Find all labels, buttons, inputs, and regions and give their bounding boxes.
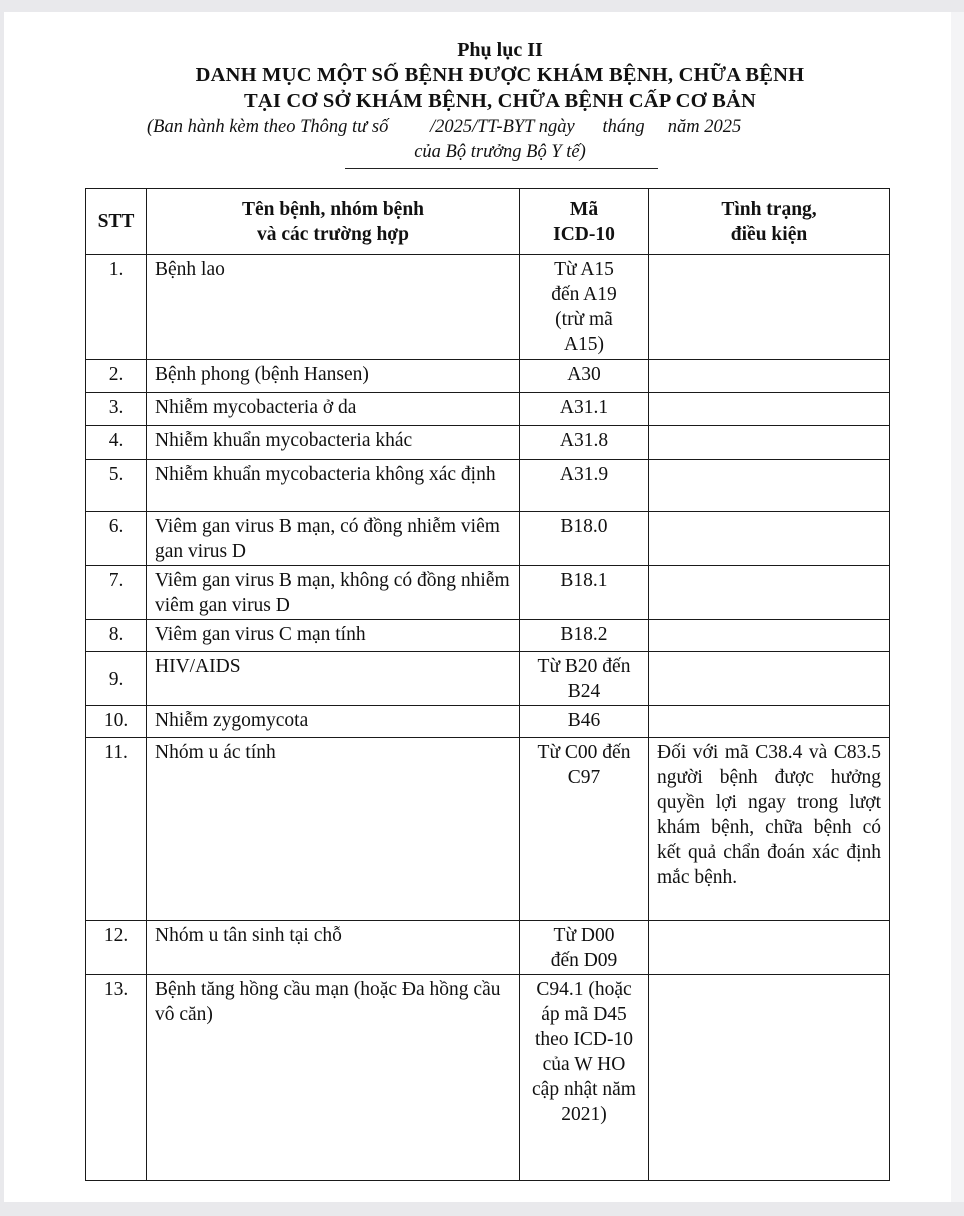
row-icd-code: B18.2 bbox=[520, 620, 649, 652]
row-condition bbox=[649, 975, 890, 1181]
row-disease-name: Bệnh tăng hồng cầu mạn (hoặc Đa hồng cầu vô căn) bbox=[147, 975, 520, 1181]
row-stt: 10. bbox=[86, 706, 147, 738]
row-stt: 11. bbox=[86, 738, 147, 921]
row-icd-code: B46 bbox=[520, 706, 649, 738]
header-divider bbox=[345, 168, 658, 169]
row-icd-code: A31.1 bbox=[520, 393, 649, 426]
row-condition bbox=[649, 652, 890, 706]
row-condition bbox=[649, 512, 890, 566]
document-title-line-2: TẠI CƠ SỞ KHÁM BỆNH, CHỮA BỆNH CẤP CƠ BẢN bbox=[243, 90, 756, 112]
row-stt: 3. bbox=[86, 393, 147, 426]
row-condition bbox=[649, 255, 890, 360]
row-disease-name: Nhóm u ác tính bbox=[147, 738, 520, 921]
disease-table bbox=[85, 188, 890, 1181]
table-row bbox=[86, 360, 890, 393]
row-stt: 6. bbox=[86, 512, 147, 566]
table-row bbox=[86, 426, 890, 460]
row-icd-code: A31.8 bbox=[520, 426, 649, 460]
row-condition bbox=[649, 620, 890, 652]
table-header-row bbox=[86, 189, 890, 255]
row-disease-name: Nhiễm khuẩn mycobacteria không xác định bbox=[147, 460, 520, 512]
row-disease-name: Viêm gan virus B mạn, không có đồng nhiễm viêm gan virus D bbox=[147, 566, 520, 620]
row-condition bbox=[649, 393, 890, 426]
row-disease-name: Viêm gan virus C mạn tính bbox=[147, 620, 520, 652]
row-stt: 7. bbox=[86, 566, 147, 620]
row-stt: 2. bbox=[86, 360, 147, 393]
row-stt: 1. bbox=[86, 255, 147, 360]
table-row bbox=[86, 255, 890, 360]
row-icd-code: A30 bbox=[520, 360, 649, 393]
table-row bbox=[86, 921, 890, 975]
row-disease-name: Viêm gan virus B mạn, có đồng nhiễm viêm gan virus D bbox=[147, 512, 520, 566]
header-condition: Tình trạng, điều kiện bbox=[649, 189, 890, 255]
row-icd-code: B18.0 bbox=[520, 512, 649, 566]
appendix-label: Phụ lục II bbox=[457, 39, 543, 61]
row-stt: 5. bbox=[86, 460, 147, 512]
document-title-line-1: DANH MỤC MỘT SỐ BỆNH ĐƯỢC KHÁM BỆNH, CHỮA BỆNH bbox=[195, 64, 805, 86]
table-row bbox=[86, 460, 890, 512]
row-icd-code: A31.9 bbox=[520, 460, 649, 512]
header-icd-code: Mã ICD-10 bbox=[520, 189, 649, 255]
table-row bbox=[86, 512, 890, 566]
row-condition bbox=[649, 360, 890, 393]
row-condition bbox=[649, 460, 890, 512]
table-row bbox=[86, 652, 890, 706]
row-disease-name: Bệnh phong (bệnh Hansen) bbox=[147, 360, 520, 393]
row-stt: 9. bbox=[86, 652, 147, 706]
table-row bbox=[86, 393, 890, 426]
header-stt: STT bbox=[86, 189, 147, 255]
row-condition: Đối với mã C38.4 và C83.5 người bệnh được hưởng quyền lợi ngay trong lượt khám bệnh, chữa bệnh có kết quả chẩn đoán xác định mắc bệnh. bbox=[649, 738, 890, 921]
row-stt: 8. bbox=[86, 620, 147, 652]
row-condition bbox=[649, 706, 890, 738]
row-icd-code: Từ C00 đến C97 bbox=[520, 738, 649, 921]
row-disease-name: Nhóm u tân sinh tại chỗ bbox=[147, 921, 520, 975]
table-row bbox=[86, 738, 890, 921]
row-icd-code: Từ B20 đến B24 bbox=[520, 652, 649, 706]
row-icd-code: Từ D00 đến D09 bbox=[520, 921, 649, 975]
row-condition bbox=[649, 921, 890, 975]
table-row bbox=[86, 566, 890, 620]
header-disease-name: Tên bệnh, nhóm bệnh và các trường hợp bbox=[147, 189, 520, 255]
row-icd-code: Từ A15 đến A19 (trừ mã A15) bbox=[520, 255, 649, 360]
table-row bbox=[86, 706, 890, 738]
row-condition bbox=[649, 426, 890, 460]
table-row bbox=[86, 975, 890, 1181]
page-edge bbox=[951, 12, 964, 1202]
signer-line: của Bộ trưởng Bộ Y tế) bbox=[414, 142, 586, 162]
row-disease-name: Nhiễm mycobacteria ở da bbox=[147, 393, 520, 426]
row-stt: 4. bbox=[86, 426, 147, 460]
row-disease-name: Bệnh lao bbox=[147, 255, 520, 360]
row-icd-code: B18.1 bbox=[520, 566, 649, 620]
row-condition bbox=[649, 566, 890, 620]
table-row bbox=[86, 620, 890, 652]
row-disease-name: HIV/AIDS bbox=[147, 652, 520, 706]
row-stt: 13. bbox=[86, 975, 147, 1181]
row-stt: 12. bbox=[86, 921, 147, 975]
issued-by-line: (Ban hành kèm theo Thông tư số /2025/TT-BYT ngày tháng năm 2025 bbox=[147, 117, 742, 137]
row-icd-code: C94.1 (hoặc áp mã D45 theo ICD-10 của W HO cập nhật năm 2021) bbox=[520, 975, 649, 1181]
row-disease-name: Nhiễm zygomycota bbox=[147, 706, 520, 738]
row-disease-name: Nhiễm khuẩn mycobacteria khác bbox=[147, 426, 520, 460]
